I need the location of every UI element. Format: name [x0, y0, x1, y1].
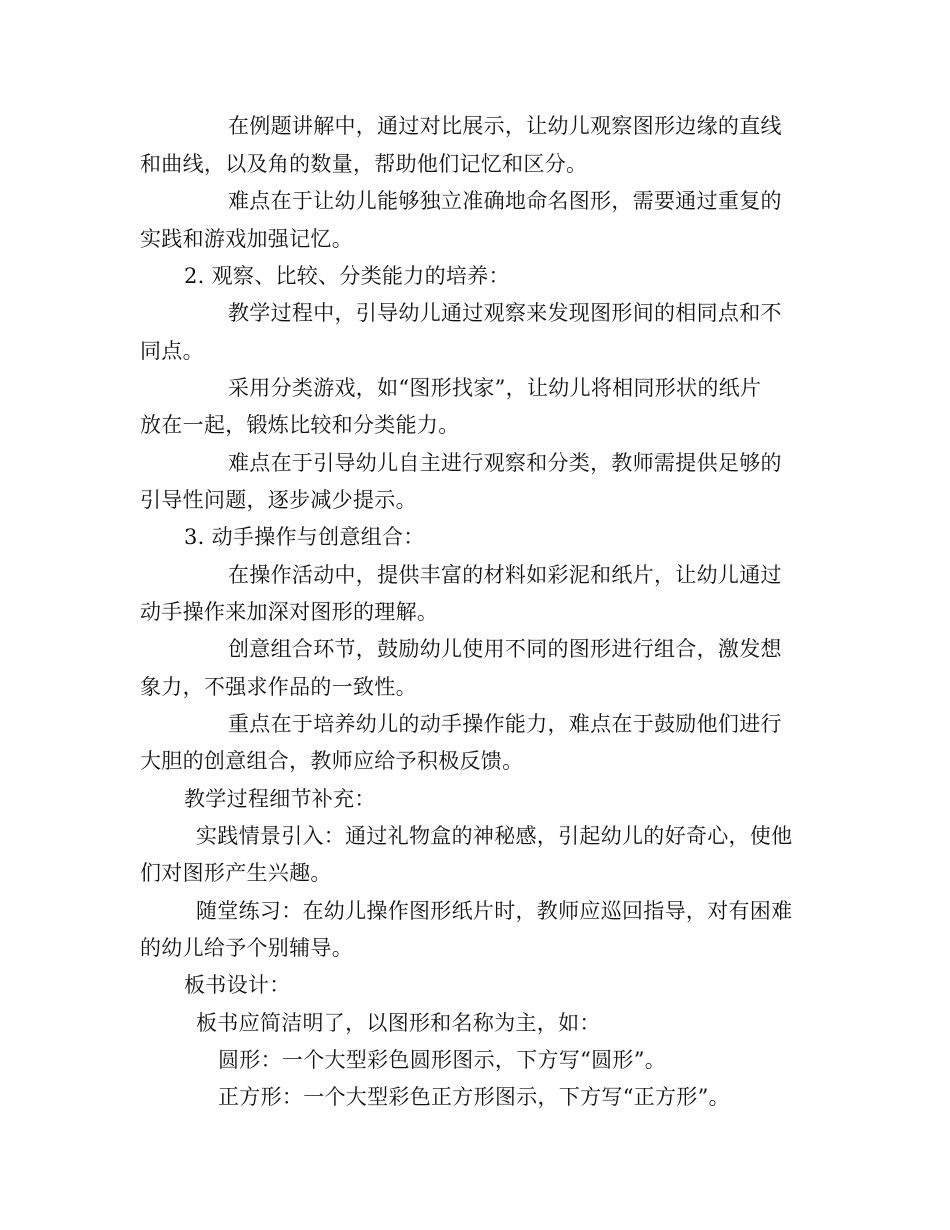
paragraph-line: 在操作活动中，提供丰富的材料如彩泥和纸片，让幼儿通过	[228, 563, 782, 587]
section-heading: 2. 观察、比较、分类能力的培养：	[184, 264, 510, 288]
paragraph-line: 在例题讲解中，通过对比展示，让幼儿观察图形边缘的直线	[228, 114, 782, 138]
paragraph-line: 采用分类游戏，如“图形找家”，让幼儿将相同形状的纸片	[228, 376, 762, 400]
section-heading: 3. 动手操作与创意组合：	[184, 525, 425, 549]
paragraph-line: 创意组合环节，鼓励幼儿使用不同的图形进行组合，激发想	[228, 637, 782, 661]
paragraph-line: 板书应简洁明了，以图形和名称为主，如：	[196, 1011, 601, 1035]
paragraph-line: 实践情景引入：通过礼物盒的神秘感，引起幼儿的好奇心，使他	[196, 824, 793, 848]
paragraph-line: 动手操作来加深对图形的理解。	[140, 600, 439, 624]
paragraph-line: 难点在于让幼儿能够独立准确地命名图形，需要通过重复的	[228, 189, 782, 213]
paragraph-line: 同点。	[140, 339, 204, 363]
paragraph-line: 难点在于引导幼儿自主进行观察和分类，教师需提供足够的	[228, 451, 782, 475]
paragraph-line: 引导性问题，逐步减少提示。	[140, 488, 417, 512]
paragraph-line: 放在一起，锻炼比较和分类能力。	[140, 413, 460, 437]
paragraph-line: 象力，不强求作品的一致性。	[140, 675, 417, 699]
paragraph-line: 正方形：一个大型彩色正方形图示，下方写“正方形”。	[218, 1085, 730, 1109]
paragraph-line: 们对图形产生兴趣。	[140, 861, 332, 885]
paragraph-line: 大胆的创意组合，教师应给予积极反馈。	[140, 749, 524, 773]
paragraph-line: 随堂练习：在幼儿操作图形纸片时，教师应巡回指导，对有困难	[196, 899, 793, 923]
paragraph-line: 和曲线，以及角的数量，帮助他们记忆和区分。	[140, 152, 588, 176]
paragraph-line: 重点在于培养幼儿的动手操作能力，难点在于鼓励他们进行	[228, 712, 782, 736]
section-heading: 教学过程细节补充：	[184, 787, 376, 811]
paragraph-line: 圆形：一个大型彩色圆形图示，下方写“圆形”。	[218, 1048, 667, 1072]
paragraph-line: 实践和游戏加强记忆。	[140, 227, 353, 251]
paragraph-line: 教学过程中，引导幼儿通过观察来发现图形间的相同点和不	[228, 301, 782, 325]
paragraph-line: 的幼儿给予个别辅导。	[140, 936, 353, 960]
section-heading: 板书设计：	[184, 973, 291, 997]
